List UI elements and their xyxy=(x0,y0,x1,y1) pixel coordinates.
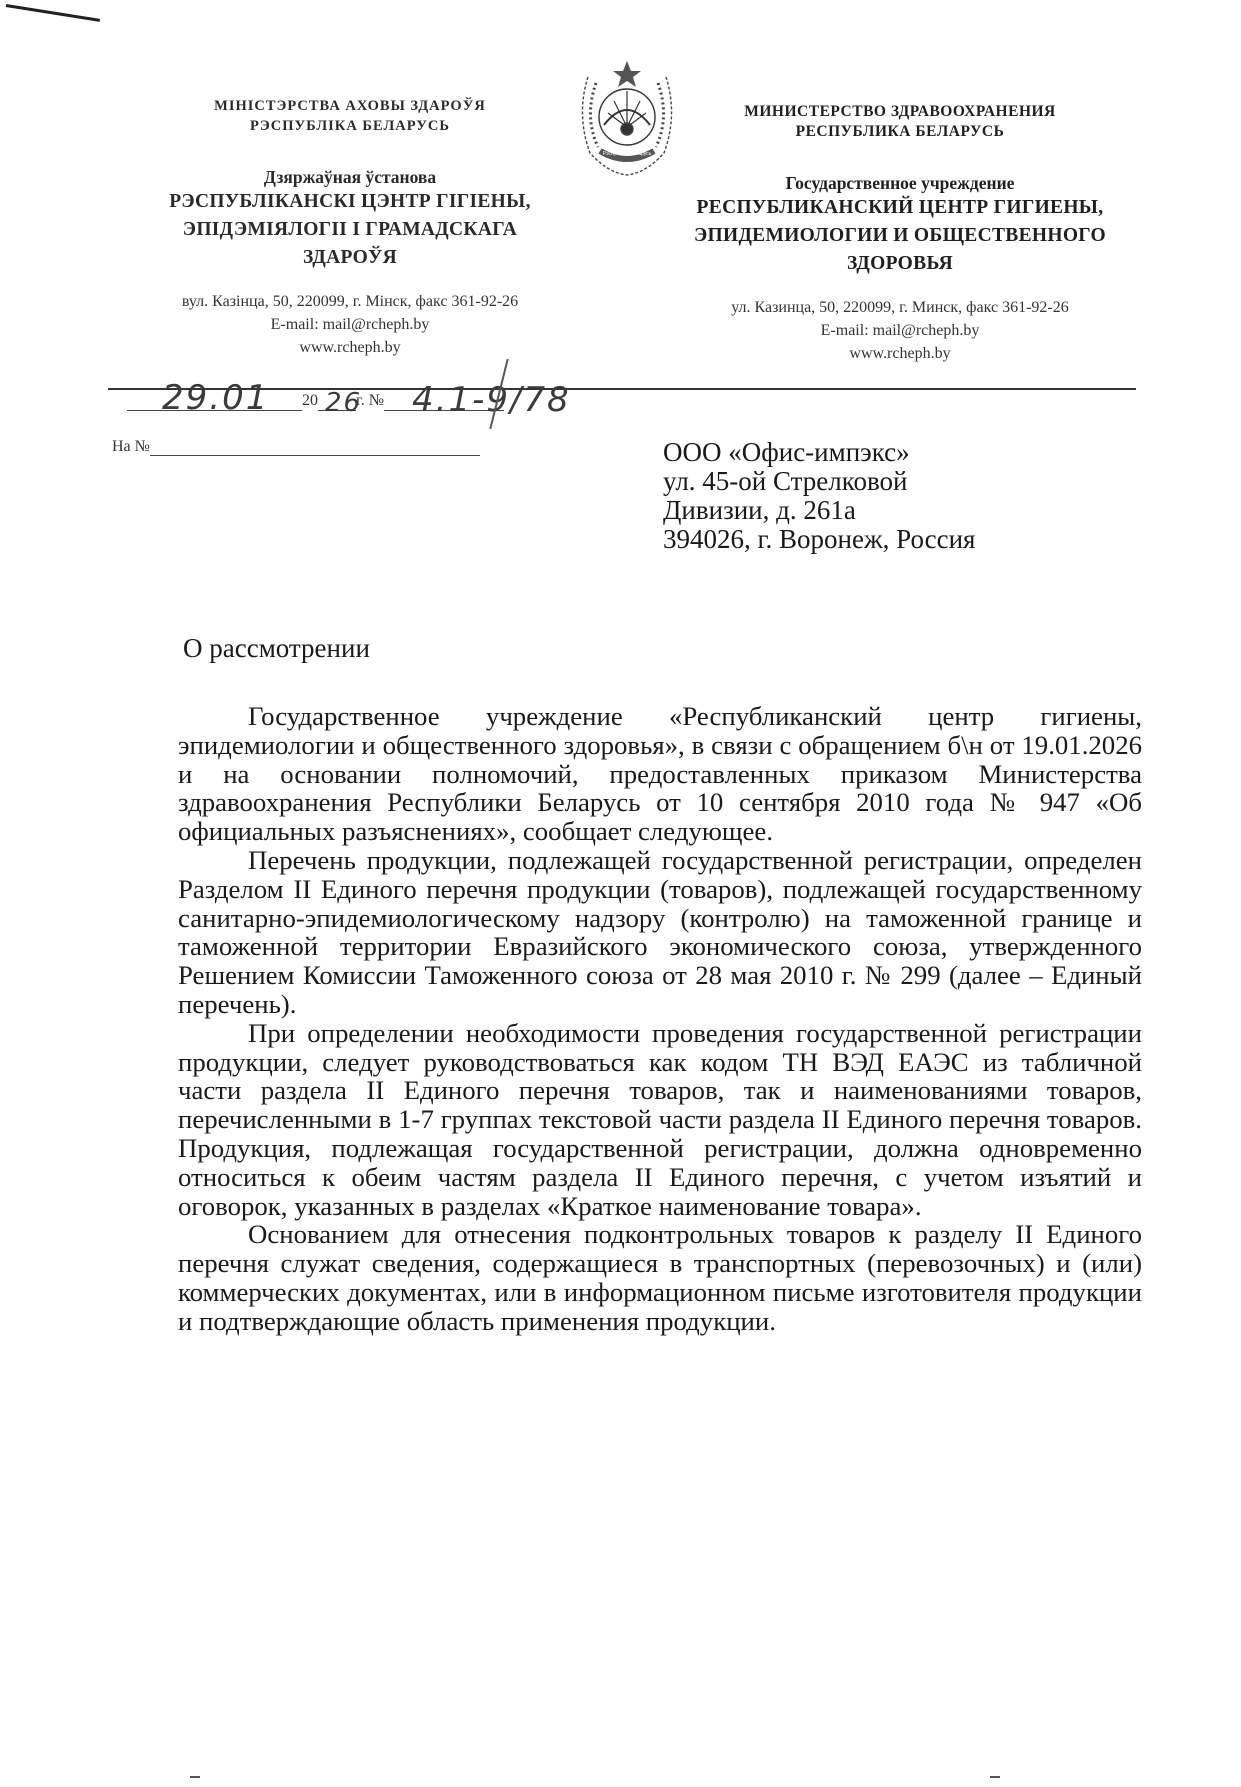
reference-line xyxy=(112,438,480,456)
website-be: www.rcheph.by xyxy=(299,339,401,356)
contacts-be xyxy=(90,290,610,359)
scan-edge-mark xyxy=(6,4,100,22)
reference-blank xyxy=(150,455,480,456)
address-be: вул. Казінца, 50, 220099, г. Мінск, факс 361-92-26 xyxy=(181,293,519,310)
institution-name-be-line2: ЭПІДЭМІЯЛОГІІ І ГРАМАДСКАГА xyxy=(182,219,518,240)
email-ru: E-mail: mail@rcheph.by xyxy=(820,322,980,339)
institution-name-ru-line2: ЭПИДЕМИОЛОГИИ И ОБЩЕСТВЕННОГО xyxy=(694,225,1106,246)
handwritten-number: 4.1-9/78 xyxy=(412,380,571,420)
institution-name-be-line1: РЭСПУБЛІКАНСКІ ЦЭНТР ГІГІЕНЫ, xyxy=(169,191,531,212)
body-paragraph-1: Государственное учреждение «Республиканский центр гигиены, эпидемиологии и общественного здоровья», в связи с обращением б\н от 19.01.2026 и на основании полномочий, предоставленных приказом Министерства здравоохранения Республики Беларусь от 10 сентября 2010 года № 947 «Об официальных разъяснениях», сообщает следующее. xyxy=(178,701,1142,847)
addressee-company: ООО «Офис-импэкс» xyxy=(663,437,910,467)
body-paragraph-4: Основанием для отнесения подконтрольных товаров к разделу II Единого перечня служат сведения, содержащиеся в транспортных (перевозочных) и (или) коммерческих документах, или в информационном письме изготовителя продукции и подтверждающие область применения продукции. xyxy=(178,1219,1142,1336)
website-ru: www.rcheph.by xyxy=(849,345,951,362)
institution-type-be: Дзяржаўная ўстанова xyxy=(263,167,437,187)
ministry-name-be-line1: МІНІСТЭРСТВА АХОВЫ ЗДАРОЎЯ xyxy=(214,98,486,114)
address-ru: ул. Казинца, 50, 220099, г. Минск, факс 361-92-26 xyxy=(731,299,1069,316)
addressee-building: Дивизии, д. 261а xyxy=(663,495,856,525)
institution-name-be-line3: ЗДАРОЎЯ xyxy=(302,247,398,268)
header-russian xyxy=(650,102,1150,365)
header-belarusian xyxy=(90,96,610,359)
institution-type-ru: Государственное учреждение xyxy=(785,173,1015,193)
institution-name-ru-line3: ЗДОРОВЬЯ xyxy=(847,253,953,274)
letter-subject: О рассмотрении xyxy=(183,633,370,663)
ministry-name-ru-line1: МИНИСТЕРСТВО ЗДРАВООХРАНЕНИЯ xyxy=(744,103,1056,120)
footer-marks xyxy=(190,1776,1000,1778)
addressee-city: 394026, г. Воронеж, Россия xyxy=(663,524,976,554)
contacts-ru xyxy=(650,296,1150,365)
handwritten-year: 26 xyxy=(325,388,363,418)
reference-label: На № xyxy=(112,438,150,455)
year-prefix: 20 xyxy=(302,392,318,409)
year-suffix: г. № xyxy=(356,392,385,409)
footer-mark-left xyxy=(190,1776,200,1778)
institution-name-ru-line1: РЕСПУБЛИКАНСКИЙ ЦЕНТР ГИГИЕНЫ, xyxy=(696,197,1104,218)
letter-body xyxy=(178,702,1142,1336)
footer-mark-right xyxy=(990,1776,1000,1778)
handwritten-date: 29.01 xyxy=(162,378,270,418)
addressee-block xyxy=(663,438,975,554)
body-paragraph-3: При определении необходимости проведения государственной регистрации продукции, следует руководствоваться как кодом ТН ВЭД ЕАЭС из табличной части раздела II Единого перечня товаров, так и наименованиями товаров, перечисленными в 1-7 группах текстовой части раздела II Единого перечня товаров. Продукция, подлежащая государственной регистрации, должна одновременно относиться к обеим частям раздела II Единого перечня, с учетом изъятий и оговорок, указанных в разделах «Краткое наименование товара». xyxy=(178,1017,1142,1221)
email-be: E-mail: mail@rcheph.by xyxy=(270,316,430,333)
emblem-motto: Рэспубліка Беларусь xyxy=(602,151,652,157)
body-paragraph-2: Перечень продукции, подлежащей государственной регистрации, определен Разделом II Единого перечня продукции (товаров), подлежащей государственному санитарно-эпидемиологическому надзору (контролю) на таможенной границе и таможенной территории Евразийского экономического союза, утвержденного Решением Комиссии Таможенного союза от 28 мая 2010 г. № 299 (далее – Единый перечень). xyxy=(178,844,1142,1019)
addressee-street: ул. 45-ой Стрелковой xyxy=(663,466,908,496)
ministry-name-ru-line2: РЕСПУБЛИКА БЕЛАРУСЬ xyxy=(795,123,1005,140)
ministry-name-be-line2: РЭСПУБЛІКА БЕЛАРУСЬ xyxy=(250,118,450,134)
